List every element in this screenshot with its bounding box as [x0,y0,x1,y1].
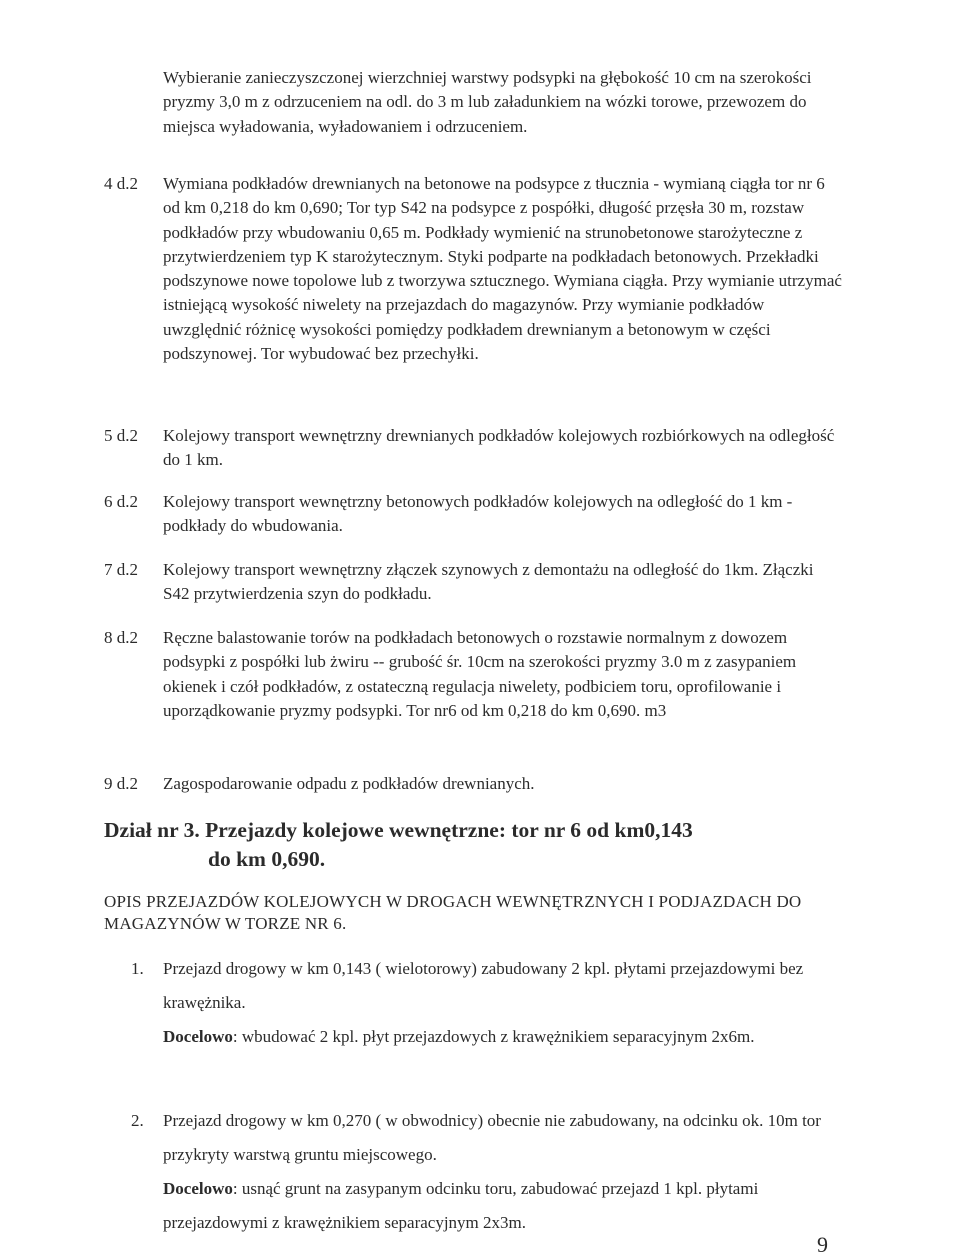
item-text: Kolejowy transport wewnętrzny betonowych podkładów kolejowych na odległość do 1 km - podkłady do wbudowania. [163,492,793,536]
item-number: 4 d.2 [104,174,138,193]
section-heading-line2: do km 0,690. [208,847,326,871]
target-text: : wbudować 2 kpl. płyt przejazdowych z krawężnikiem separacyjnym 2x6m. [232,1027,755,1046]
item-number: 6 d.2 [104,492,138,511]
crossing-number: 2. [131,1111,144,1130]
item-text: Kolejowy transport wewnętrzny złączek szynowych z demontażu na odległość do 1km. Złączki S42 przytwierdzenia szyn do podkładu. [163,560,814,604]
section-heading [104,816,804,874]
item-text: Ręczne balastowanie torów na podkładach betonowych o rozstawie normalnym z dowozem podsypki z pospółki lub żwiru -- grubość śr. 10cm na szerokości pryzmy 3.0 m z zasypaniem okienek i czół podkładów, z ostateczną regulacja niwelety, podbiciem toru, oprofilowanie i uporządkowanie pryzmy podsypki. Tor nr6 od km 0,218 do km 0,690. m3 [163,628,797,720]
item-number: 8 d.2 [104,628,138,647]
item-text: Zagospodarowanie odpadu z podkładów drewnianych. [163,774,535,793]
target-label: Docelowo [163,1179,233,1198]
item-text: Wymiana podkładów drewnianych na betonowe na podsypce z tłucznia - wymianą ciągła tor nr 6 od km 0,218 do km 0,690; Tor typ S42 na podsypce z pospółki, długość przęsła 30 m, rozstaw podkładów przy wbudowaniu 0,65 m. Podkłady wymienić na strunobetonowe starożyteczne z przytwierdzeniem typ K starożytecznym. Styki podparte na podkładach betonowych. Przekładki podszynowe nowe topolowe lub z tworzywa sztucznego. Wymiana ciągła. Przy wymianie utrzymać istniejącą wysokość niwelety na przejazdach do magazynów. Przy wymianie podkładów uwzględnić różnicę wysokości pomiędzy podkładem drewnianym a betonowym w części podszynowej. Tor wybudować bez przechyłki. [163,174,842,364]
crossing-number: 1. [131,959,144,978]
section-heading-line1: Dział nr 3. Przejazdy kolejowe wewnętrzne: tor nr 6 od km0,143 [104,818,693,842]
target-text: : usnąć grunt na zasypanym odcinku toru, zabudować przejazd 1 kpl. płytami przejazdowymi z krawężnikiem separacyjnym 2x3m. [163,1179,759,1232]
item-number: 5 d.2 [104,426,138,445]
item-number: 9 d.2 [104,774,138,793]
intro-paragraph: Wybieranie zanieczyszczonej wierzchniej warstwy podsypki na głębokość 10 cm na szerokości pryzmy 3,0 m z odrzuceniem na odl. do 3 m lub załadunkiem na wózki torowe, przewozem do miejsca wyładowania, wyładowaniem i odrzuceniem. [163,68,812,136]
item-number: 7 d.2 [104,560,138,579]
crossing-target [163,1172,843,1240]
crossing-text: Przejazd drogowy w km 0,143 ( wielotorowy) zabudowany 2 kpl. płytami przejazdowymi bez krawężnika. [163,959,804,1012]
page-number: 9 [817,1232,828,1257]
section-description: OPIS PRZEJAZDÓW KOLEJOWYCH W DROGACH WEWNĘTRZNYCH I PODJAZDACH DO MAGAZYNÓW W TORZE NR 6. [104,892,802,933]
target-label: Docelowo [163,1027,233,1046]
crossing-text: Przejazd drogowy w km 0,270 ( w obwodnicy) obecnie nie zabudowany, na odcinku ok. 10m tor przykryty warstwą gruntu miejscowego. [163,1111,821,1164]
crossing-target [163,1020,843,1054]
item-text: Kolejowy transport wewnętrzny drewnianych podkładów kolejowych rozbiórkowych na odległość do 1 km. [163,426,835,470]
